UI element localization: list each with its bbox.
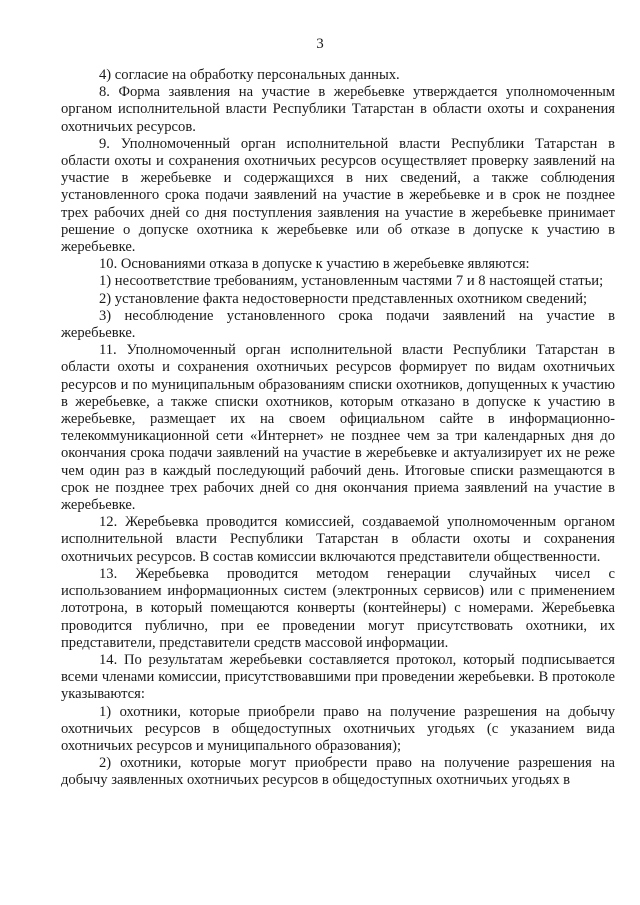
paragraph-14-item-1: 1) охотники, которые приобрели право на получение разрешения на добычу охотничьих ресурсов в общедоступных охотничьих угодьях (с указанием вида охотничьих ресурсов и муниципального образования);	[61, 703, 615, 754]
paragraph-10-item-2: 2) установление факта недостоверности представленных охотником сведений;	[99, 290, 588, 307]
paragraph-11-hunter-lists: 11. Уполномоченный орган исполнительной власти Республики Татарстан в области охоты и сохранения охотничьих ресурсов формирует по видам охотничьих ресурсов и по муниципальным образованиям списки охотников, допущенных к участию в жеребьевке, а также списки охотников, которым отказано в допуске к участию в жеребьевке, размещает их на своем официальном сайте в информационно-телекоммуникационной сети «Интернет» не позднее чем за три календарных дня до окончания срока подачи заявлений на участие в жеребьевке и актуализирует их не реже чем один раз в каждый последующий рабочий день. Итоговые списки размещаются в срок не позднее трех рабочих дней со дня окончания приема заявлений на участие в жеребьевке.	[61, 342, 615, 514]
page-number: 3	[316, 36, 324, 52]
document-body	[61, 67, 615, 790]
paragraph-12-commission: 12. Жеребьевка проводится комиссией, создаваемой уполномоченным органом исполнительной власти Республики Татарстан в области охоты и сохранения охотничьих ресурсов. В состав комиссии включаются представители общественности.	[61, 514, 615, 565]
paragraph-13-lottery-method: 13. Жеребьевка проводится методом генерации случайных чисел с использованием информационных систем (электронных сервисов) или с применением лототрона, в который помещаются конверты (контейнеры) с номерами. Жеребьевка проводится публично, при ее проведении могут присутствовать охотники, их представители, представители средств массовой информации.	[61, 565, 615, 651]
paragraph-9-application-review: 9. Уполномоченный орган исполнительной власти Республики Татарстан в области охоты и сохранения охотничьих ресурсов осуществляет проверку заявлений на участие в жеребьевке и содержащихся в них сведений, а также соблюдения установленного срока подачи заявлений на участие в жеребьевке и в срок не позднее трех рабочих дней со дня поступления заявления на участие в жеребьевке принимает решение о допуске охотника к жеребьевке или об отказе в допуске к участию в жеребьевке.	[61, 135, 615, 256]
paragraph-14-item-2: 2) охотники, которые могут приобрести право на получение разрешения на добычу заявленных охотничьих ресурсов в общедоступных охотничьих угодьях в	[61, 755, 615, 789]
paragraph-8-application-form: 8. Форма заявления на участие в жеребьевке утверждается уполномоченным органом исполнительной власти Республики Татарстан в области охоты и сохранения охотничьих ресурсов.	[61, 84, 615, 135]
paragraph-10-item-1: 1) несоответствие требованиям, установленным частями 7 и 8 настоящей статьи;	[99, 273, 604, 290]
paragraph-10-refusal-grounds: 10. Основаниями отказа в допуске к участию в жеребьевке являются:	[99, 256, 530, 273]
paragraph-10-item-3: 3) несоблюдение установленного срока подачи заявлений на участие в жеребьевке.	[61, 307, 615, 342]
paragraph-14-protocol: 14. По результатам жеребьевки составляется протокол, который подписывается всеми членами комиссии, присутствовавшими при проведении жеребьевки. В протоколе указываются:	[61, 651, 615, 703]
paragraph-item-4-consent: 4) согласие на обработку персональных данных.	[99, 67, 400, 83]
